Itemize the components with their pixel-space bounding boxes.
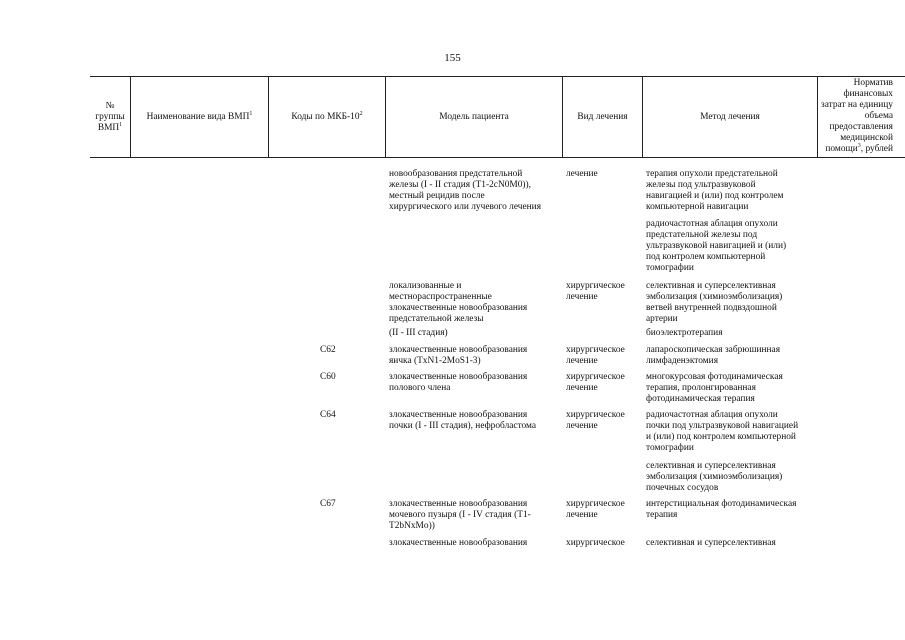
treatment-method-cell: селективная и суперселективная эмболизация (химиоэмболизация) ветвей внутренней подвздошной артерии: [646, 281, 783, 324]
treatment-type-cell: хирургическое лечение: [566, 372, 625, 393]
treatment-type-cell: хирургическое лечение: [566, 345, 625, 366]
treatment-method-cell: радиочастотная аблация опухоли предстательной железы под ультразвуковой навигацией и (или) под контролем компьютерной томографии: [646, 219, 787, 273]
treatment-type-cell: хирургическое лечение: [566, 281, 625, 302]
header-mkb-codes: Коды по МКБ-$10^2$: [291, 110, 363, 122]
treatment-method-cell: селективная и суперселективная: [646, 538, 776, 548]
treatment-type-cell: хирургическое лечение: [566, 410, 625, 431]
patient-model-cell: локализованные и местнораспространенные злокачественные новообразования предстательной железы: [389, 281, 528, 324]
header-group-number: № группы ВМП$^1$: [95, 100, 125, 133]
header-vmp-name: Наименование вида ВМП$^1$: [146, 110, 253, 122]
treatment-method-cell: лапароскопическая забрюшинная лимфаденэктомия: [646, 345, 781, 366]
treatment-method-cell: селективная и суперселективная эмболизация (химиоэмболизация) почечных сосудов: [646, 461, 783, 493]
treatment-method-cell: радиочастотная аблация опухоли почки под ультразвуковой навигацией и (или) под контролем компьютерной томографии: [646, 410, 799, 453]
mkb-code-cell: C64: [320, 410, 336, 420]
patient-model-cell: злокачественные новообразования мочевого пузыря (I - IV стадия (T1- T2bNxMo)): [389, 499, 531, 531]
table-header-bottom-border: [90, 157, 905, 158]
treatment-type-cell: хирургическое: [566, 538, 625, 548]
patient-model-cell: злокачественные новообразования почки (I - III стадия), нефробластома: [389, 410, 537, 431]
header-patient-model: Модель пациента: [439, 111, 509, 122]
treatment-method-cell: терапия опухоли предстательной железы под ультразвуковой навигацией и (или) под контролем компьютерной навигации: [646, 169, 784, 212]
mkb-code-cell: C67: [320, 499, 336, 509]
header-treatment-method: Метод лечения: [700, 111, 760, 122]
page-number: 155: [444, 52, 461, 64]
patient-model-cell: (II - III стадия): [389, 328, 448, 338]
patient-model-cell: злокачественные новообразования полового члена: [389, 372, 528, 393]
treatment-type-cell: хирургическое лечение: [566, 499, 625, 520]
patient-model-cell: злокачественные новообразования яичка (TxN1-2MoS1-3): [389, 345, 528, 366]
patient-model-cell: злокачественные новообразования: [389, 538, 528, 548]
mkb-code-cell: C60: [320, 372, 336, 382]
treatment-type-cell: лечение: [566, 169, 598, 179]
mkb-code-cell: C62: [320, 345, 336, 355]
treatment-method-cell: биоэлектротерапия: [646, 328, 723, 338]
header-treatment-type: Вид лечения: [577, 111, 628, 122]
treatment-method-cell: интерстициальная фотодинамическая терапия: [646, 499, 797, 520]
treatment-method-cell: многокурсовая фотодинамическая терапия, пролонгированная фотодинамическая терапия: [646, 372, 783, 404]
header-financial-norm: Норматив финансовых затрат на единицу объема предоставления медицинской помощи$^3$, рублей: [821, 78, 893, 154]
patient-model-cell: новообразования предстательной железы (I - II стадия (T1-2cN0M0)), местный рецидив после хирургического или лучевого лечения: [389, 169, 542, 212]
